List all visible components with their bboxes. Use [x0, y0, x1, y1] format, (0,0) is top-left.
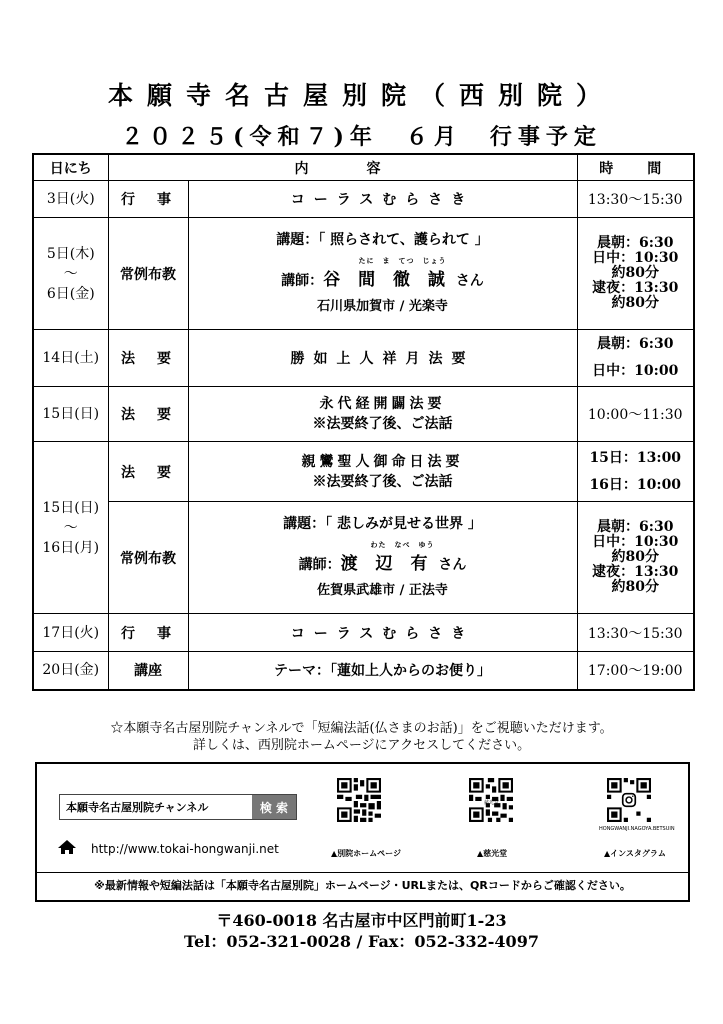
- content-note: ※法要終了後、ご法話: [312, 416, 453, 432]
- row-time: 17:00〜19:00: [577, 652, 694, 690]
- row-time: 13:30〜15:30: [577, 181, 694, 218]
- table-row: [33, 330, 694, 387]
- row-content: コーラスむらさき: [188, 181, 577, 218]
- time-line: 逮夜：13:30: [592, 564, 679, 580]
- sermon-theme: 講題：「 悲しみが見せる世界 」: [283, 516, 482, 532]
- speaker-affiliation: 佐賀県武雄市 / 正法寺: [317, 583, 448, 598]
- row-time: 10:00〜11:30: [577, 387, 694, 442]
- column-header-date: 日にち: [33, 154, 108, 181]
- table-row: [33, 387, 694, 442]
- home-icon: [57, 839, 77, 858]
- address: 〒460-0018 名古屋市中区門前町1-23: [216, 911, 507, 930]
- qr-code-icon[interactable]: [337, 778, 381, 822]
- row-content: テーマ：「蓮如上人からのお便り」: [188, 652, 577, 690]
- speaker-suffix: さん: [438, 557, 467, 573]
- row-time: [577, 218, 694, 330]
- time-line: 15日：13:00: [589, 449, 682, 466]
- phone-fax: Tel：052-321-0028 / Fax：052-332-4097: [184, 932, 539, 951]
- row-date: 3日(火): [33, 181, 108, 218]
- row-type: 行 事: [108, 181, 188, 218]
- row-type: 常例布教: [108, 218, 188, 330]
- search-button[interactable]: 検 索: [252, 795, 296, 819]
- speaker-name: 渡 辺 有: [340, 554, 434, 574]
- content-note: ※法要終了後、ご法話: [312, 473, 453, 490]
- website-url[interactable]: http://www.tokai-hongwanji.net: [91, 841, 279, 856]
- table-row: [33, 502, 694, 614]
- notice: [0, 720, 723, 754]
- info-note: ※最新情報や短編法話は「本願寺名古屋別院」ホームページ・URLまたは、QRコードからご確認ください。: [94, 879, 631, 892]
- row-type: 常例布教: [108, 502, 188, 614]
- column-header-content: 内 容: [108, 154, 577, 181]
- home-link[interactable]: [57, 839, 279, 858]
- row-type: 法 要: [108, 442, 188, 502]
- time-line: 晨朝：6:30: [597, 519, 674, 535]
- row-date: [33, 442, 108, 614]
- qr-caption: HONGWANJI.NAGOYA.BETSUIN: [599, 826, 675, 832]
- qr-label: ▲別院ホームページ: [331, 849, 401, 858]
- speaker-line: [189, 541, 577, 574]
- content-main: 永代経開闢法要: [319, 396, 446, 412]
- row-content: [188, 218, 577, 330]
- page-title: 本願寺名古屋別院（西別院）: [107, 81, 615, 110]
- instagram-qr-icon[interactable]: [607, 778, 651, 822]
- speaker-affiliation: 石川県加賀市 / 光楽寺: [317, 299, 448, 314]
- divider: [37, 872, 688, 873]
- qr-label: ▲インスタグラム: [604, 849, 666, 858]
- row-type: 法 要: [108, 330, 188, 387]
- info-box: [35, 762, 690, 902]
- sermon-theme: 講題：「 照らされて、護られて 」: [276, 232, 489, 248]
- time-line: 晨朝：6:30: [597, 235, 674, 251]
- table-row: [33, 181, 694, 218]
- time-line: 約80分: [611, 549, 659, 565]
- date-separator: 〜: [63, 519, 78, 536]
- row-content: [188, 387, 577, 442]
- row-date: 17日(火): [33, 614, 108, 652]
- qr-label: ▲慈光堂: [477, 849, 508, 858]
- speaker-line: [189, 257, 577, 290]
- date-start: 5日(木): [46, 245, 95, 262]
- time-line: 日中：10:00: [592, 363, 679, 379]
- schedule-table: [32, 153, 695, 691]
- speaker-prefix: 講師：: [281, 273, 324, 289]
- row-date: 20日(金): [33, 652, 108, 690]
- row-time: [577, 330, 694, 387]
- channel-name: 本願寺名古屋別院チャンネル: [66, 801, 209, 814]
- time-line: 晨朝：6:30: [597, 336, 674, 352]
- speaker-ruby: わた なべ ゆう: [370, 540, 435, 549]
- date-end: 6日(金): [46, 285, 95, 302]
- row-content: [188, 442, 577, 502]
- date-separator: 〜: [63, 265, 78, 282]
- speaker-name: 谷 間 徹 誠: [323, 270, 451, 290]
- row-content: コーラスむらさき: [188, 614, 577, 652]
- row-content: 勝如上人祥月法要: [188, 330, 577, 387]
- row-time: 13:30〜15:30: [577, 614, 694, 652]
- notice-line: ☆本願寺名古屋別院チャンネルで「短編法話(仏さまのお話)」をご視聴いただけます。: [110, 721, 613, 736]
- time-line: 約80分: [611, 579, 659, 595]
- row-date: 15日(日): [33, 387, 108, 442]
- time-line: 日中：10:30: [592, 534, 679, 550]
- speaker-ruby: たに ま てつ じょう: [358, 256, 447, 265]
- time-line: 日中：10:30: [592, 250, 679, 266]
- notice-line: 詳しくは、西別院ホームページにアクセスしてください。: [192, 738, 531, 753]
- speaker-prefix: 講師：: [298, 557, 341, 573]
- table-row: [33, 218, 694, 330]
- table-header-row: [33, 154, 694, 181]
- time-line: 約80分: [611, 295, 659, 311]
- table-row: [33, 614, 694, 652]
- qr-caption: 慈光堂: [484, 800, 500, 806]
- row-time: [577, 502, 694, 614]
- time-line: 16日：10:00: [589, 476, 682, 493]
- page-subtitle: ２０２５(令和７)年 ６月 行事予定: [121, 124, 602, 150]
- date-end: 16日(月): [42, 539, 100, 556]
- row-date: [33, 218, 108, 330]
- footer-contact: [0, 910, 723, 952]
- time-line: 約80分: [611, 265, 659, 281]
- table-row: [33, 442, 694, 502]
- row-type: 法 要: [108, 387, 188, 442]
- row-type: 講座: [108, 652, 188, 690]
- content-main: 親鸞聖人御命日法要: [301, 453, 464, 470]
- row-time: [577, 442, 694, 502]
- channel-search-box[interactable]: [59, 794, 297, 820]
- table-row: [33, 652, 694, 690]
- column-header-time: 時 間: [577, 154, 694, 181]
- row-type: 行 事: [108, 614, 188, 652]
- date-start: 15日(日): [42, 499, 100, 516]
- time-line: 逮夜：13:30: [592, 280, 679, 296]
- row-date: 14日(土): [33, 330, 108, 387]
- speaker-suffix: さん: [455, 273, 484, 289]
- row-content: [188, 502, 577, 614]
